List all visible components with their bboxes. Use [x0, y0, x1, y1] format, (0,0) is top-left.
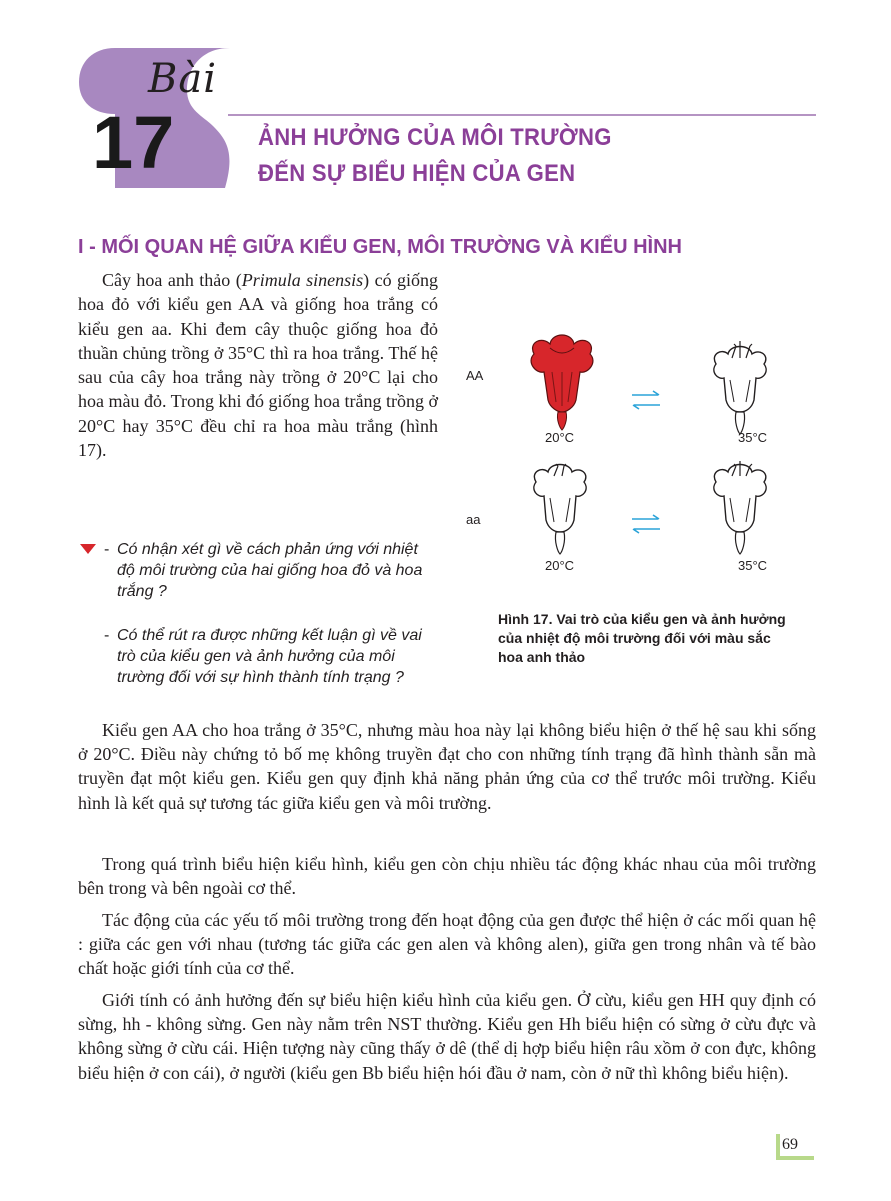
question-dash: -	[104, 627, 110, 644]
question-2	[104, 626, 440, 688]
lesson-title-line-1: ẢNH HƯỞNG CỦA MÔI TRƯỜNG	[258, 124, 612, 151]
question-2-text: Có thể rút ra được những kết luận gì về vai trò của kiểu gen và ảnh hưởng của môi trường đối với sự hình thành tính trạng ?	[117, 627, 422, 686]
reversible-arrow-icon	[630, 390, 662, 410]
reversible-arrow-icon	[630, 514, 662, 534]
genotype-label-aa-upper: AA	[466, 368, 484, 383]
paragraph-4: Giới tính có ảnh hưởng đến sự biểu hiện kiểu hình của kiểu gen. Ở cừu, kiểu gen HH quy định có sừng, hh - không sừng. Gen này nằm trên NST thường. Kiểu gen Hh biểu hiện có sừng ở cừu đực và không sừng ở cừu cái. Hiện tượng này cũng thấy ở dê (thể dị hợp biểu hiện râu xồm ở con đực, không biểu hiện ở con cái), ở người (kiểu gen Bb biểu hiện hói đầu ở nam, còn ở nữ thì không biểu hiện).	[78, 990, 816, 1083]
temp-label-high-upper: 35°C	[738, 430, 768, 445]
intro-paragraph	[78, 268, 438, 462]
white-flower-icon	[526, 458, 596, 558]
section-heading: I - MỐI QUAN HỆ GIỮA KIỂU GEN, MÔI TRƯỜNG VÀ KIỂU HÌNH	[78, 236, 682, 258]
intro-text-after: ) có giống hoa đỏ với kiểu gen AA và giống hoa trắng có kiểu gen aa. Khi đem cây thuộc giống hoa đỏ thuần chủng trồng ở 35°C thì ra hoa trắng. Thế hệ sau của cây hoa trắng này trồng ở 20°C lại cho hoa màu đỏ. Trong khi đó giống hoa trắng trồng ở 20°C hay 35°C đều chỉ ra hoa màu trắng (hình 17).	[78, 270, 439, 461]
temp-label-high-lower: 35°C	[738, 558, 768, 573]
paragraph-3: Tác động của các yếu tố môi trường trong đến hoạt động của gen được thể hiện ở các mối quan hệ : giữa các gen với nhau (tương tác giữa các gen alen và không alen), giữa gen trong nhân và tế bào chất hoặc giới tính của cơ thể.	[78, 910, 816, 979]
figure-17	[462, 318, 816, 598]
question-1-text: Có nhận xét gì về cách phản ứng với nhiệt độ môi trường của hai giống hoa đỏ và hoa trắng ?	[117, 541, 423, 600]
intro-text-before: Cây hoa anh thảo (	[102, 270, 242, 290]
temp-label-low-upper: 20°C	[545, 430, 575, 445]
white-flower-icon	[706, 458, 776, 558]
figure-caption: Hình 17. Vai trò của kiểu gen và ảnh hưởng của nhiệt độ môi trường đối với màu sắc hoa anh thảo	[498, 611, 786, 665]
question-1	[104, 540, 440, 602]
lesson-word: Bài	[148, 56, 218, 102]
genotype-label-aa-lower: aa	[466, 512, 481, 527]
lesson-title-line-2: ĐẾN SỰ BIỂU HIỆN CỦA GEN	[258, 160, 576, 187]
lesson-number: 17	[92, 101, 175, 184]
red-flower-icon	[522, 332, 602, 432]
page-number: 69	[782, 1136, 798, 1153]
question-marker-icon	[80, 544, 96, 554]
paragraph-1: Kiểu gen AA cho hoa trắng ở 35°C, nhưng màu hoa này lại không biểu hiện ở thế hệ sau khi sống ở 20°C. Điều này chứng tỏ bố mẹ không truyền đạt cho con những tính trạng đã hình thành sẵn mà truyền đạt một kiểu gen. Kiểu gen quy định khả năng phản ứng của cơ thể trước môi trường. Kiểu hình là kết quả sự tương tác giữa kiểu gen và môi trường.	[78, 720, 816, 813]
paragraph-2: Trong quá trình biểu hiện kiểu hình, kiểu gen còn chịu nhiều tác động khác nhau của môi trường bên trong và bên ngoài cơ thể.	[78, 854, 816, 899]
header-rule	[228, 114, 816, 116]
white-flower-icon	[706, 340, 776, 436]
question-dash: -	[104, 541, 110, 558]
species-name: Primula sinensis	[241, 270, 364, 290]
temp-label-low-lower: 20°C	[545, 558, 575, 573]
